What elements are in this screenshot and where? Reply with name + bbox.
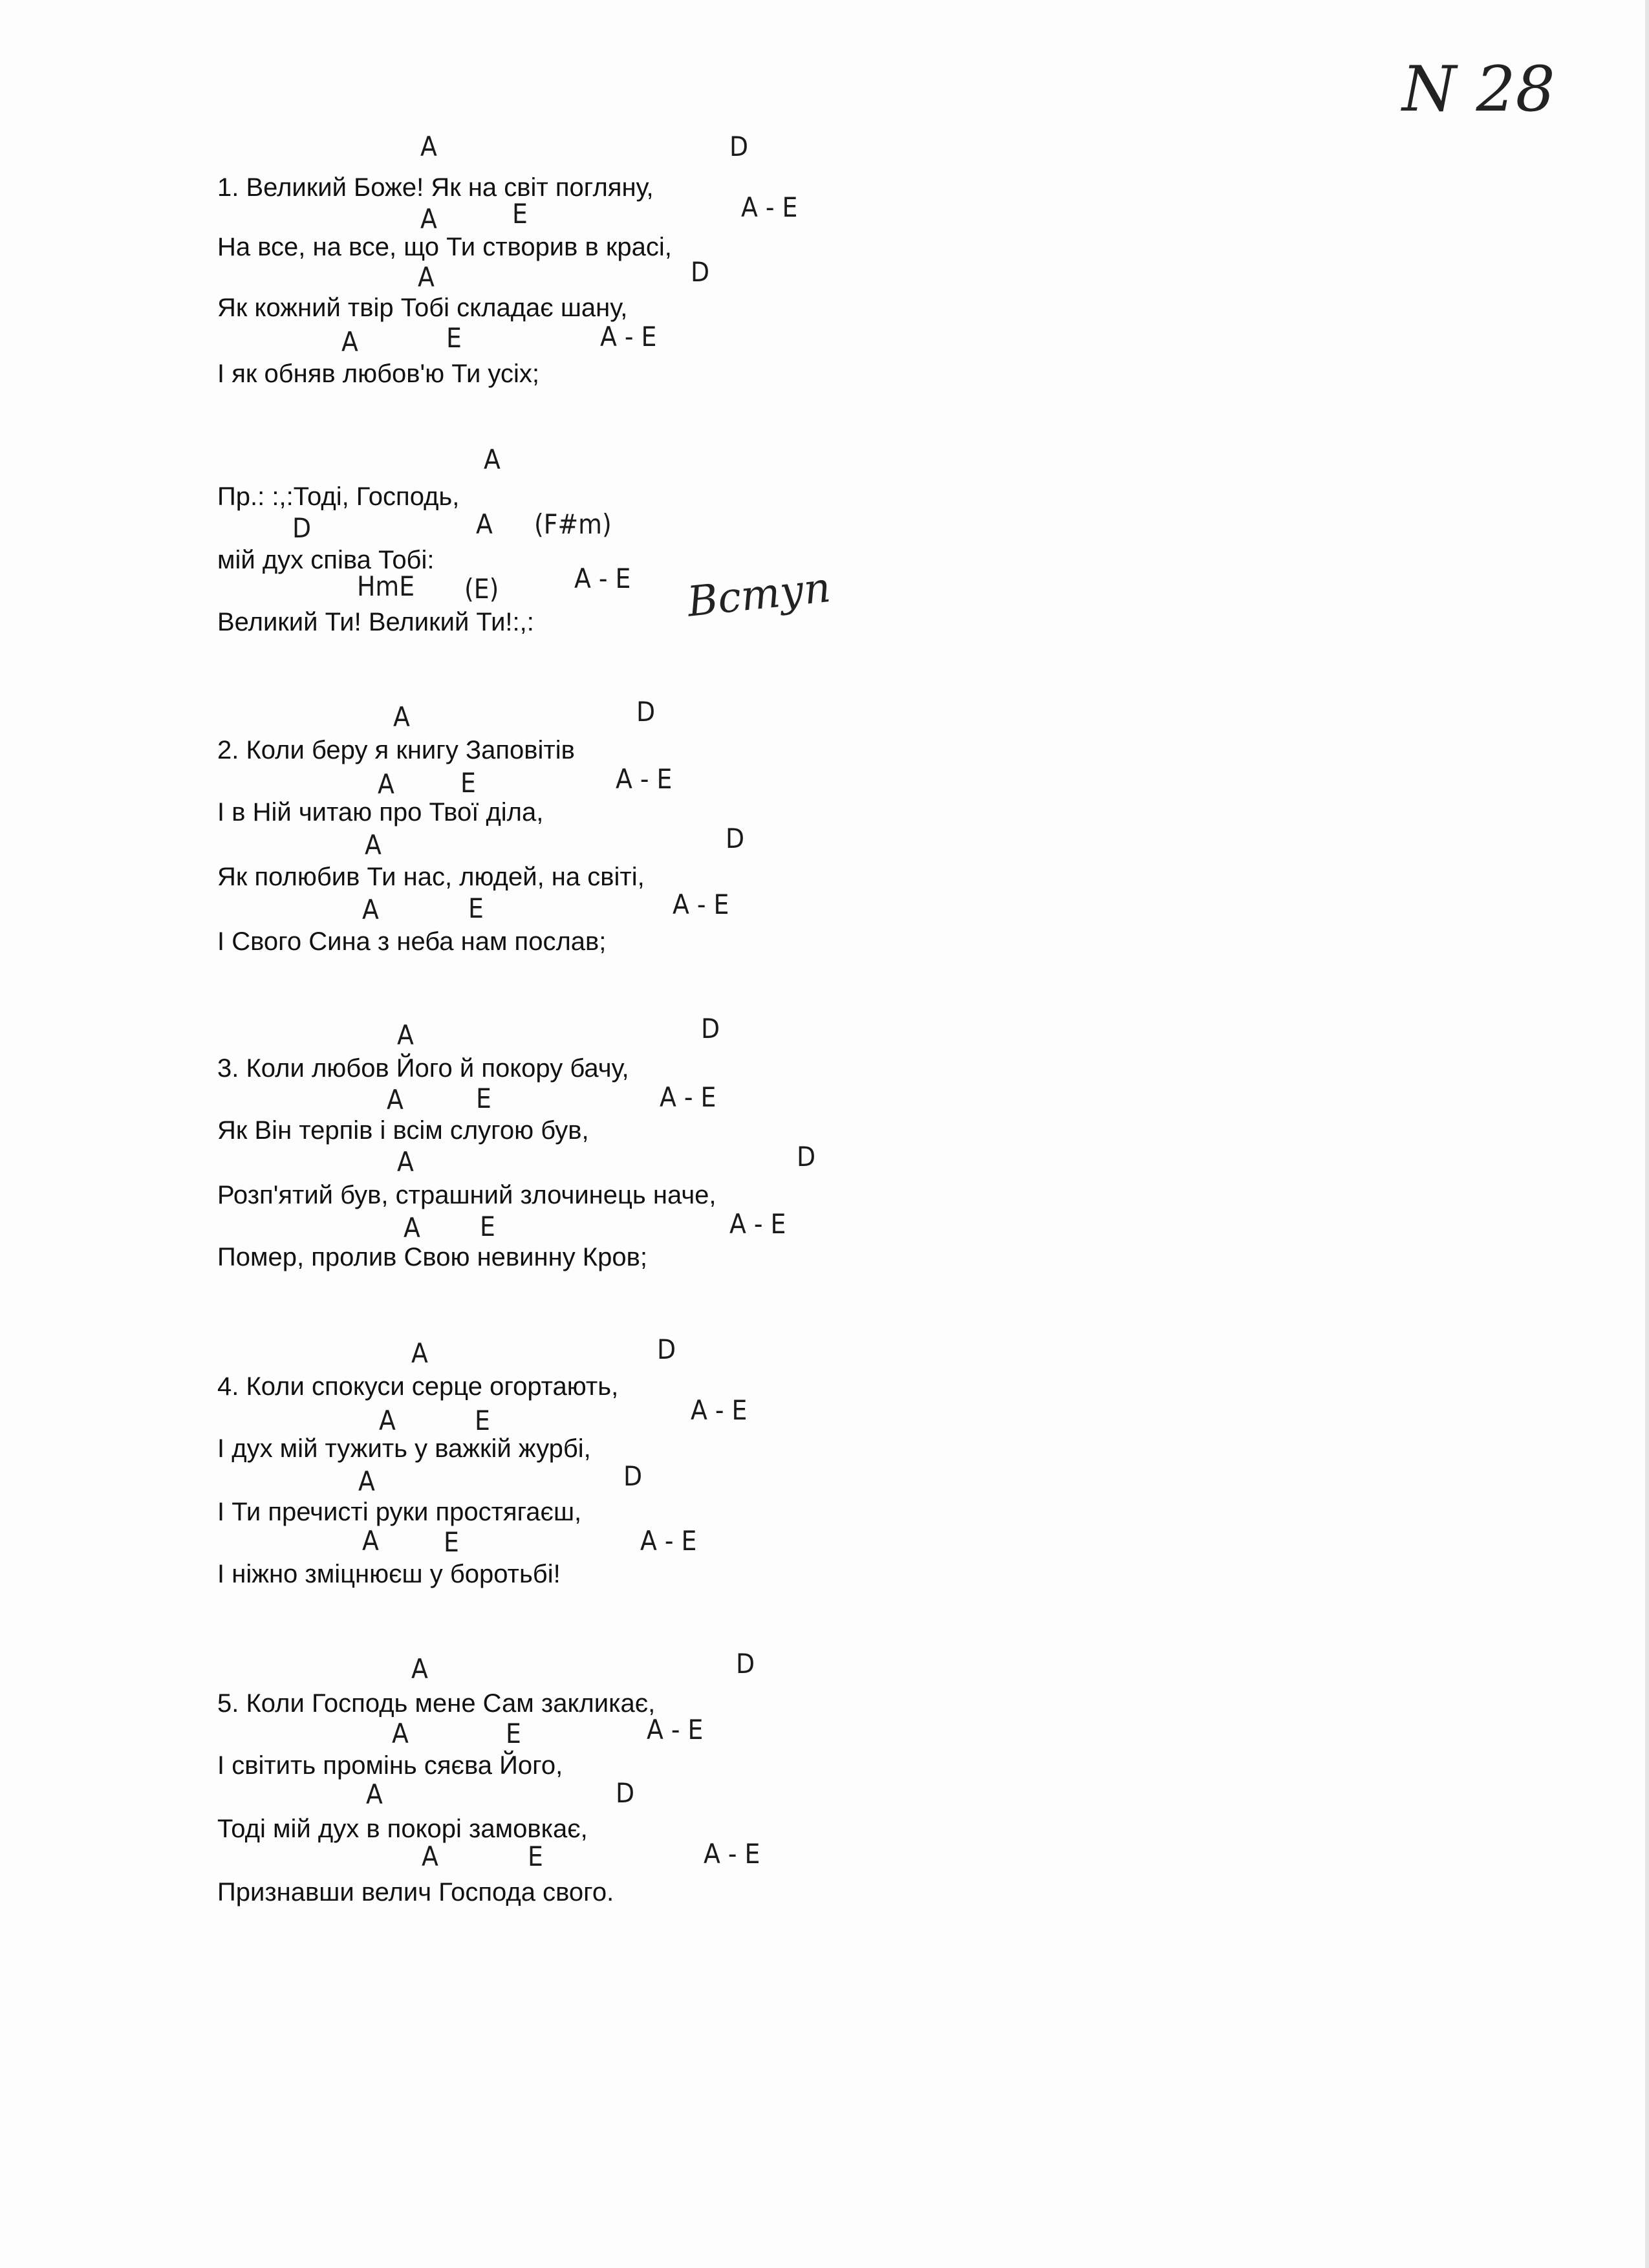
chord: E xyxy=(506,1718,521,1749)
chord: E xyxy=(444,1526,459,1558)
chord: A - E xyxy=(640,1525,697,1557)
chord: (F#m) xyxy=(534,508,612,540)
chord: E xyxy=(528,1841,543,1872)
chord: A xyxy=(362,894,379,925)
chord: E xyxy=(512,198,528,230)
chord: A xyxy=(411,1337,428,1369)
chord: A - E xyxy=(647,1714,704,1745)
chord: E xyxy=(476,1083,491,1114)
chord: A - E xyxy=(741,191,798,223)
chord: A xyxy=(404,1212,420,1244)
chord: A xyxy=(476,508,493,540)
chord: A xyxy=(387,1084,404,1116)
lyric-line: Тоді мій дух в покорі замовкає, xyxy=(217,1815,588,1843)
chord: E xyxy=(475,1405,490,1436)
lyric-line: І Ти пречисті руки простягаєш, xyxy=(217,1498,582,1526)
chord: A - E xyxy=(729,1208,786,1240)
chord: E xyxy=(460,767,476,799)
chord: A - E xyxy=(704,1838,760,1870)
page-edge xyxy=(1645,0,1649,2268)
lyric-line: Як полюбив Ти нас, людей, на світі, xyxy=(217,863,645,891)
chord: A - E xyxy=(616,763,673,795)
chord: E xyxy=(480,1211,495,1242)
lyric-line: І дух мій тужить у важкій журбі, xyxy=(217,1434,591,1463)
chord: A - E xyxy=(600,321,657,352)
lyric-line: Великий Ти! Великий Ти!:,: xyxy=(217,608,534,636)
lyric-line: 2. Коли беру я книгу Заповітів xyxy=(217,736,575,764)
chord: D xyxy=(616,1777,635,1809)
chord: D xyxy=(797,1141,816,1172)
intro-note: Вступ xyxy=(685,563,833,627)
chord: D xyxy=(657,1334,676,1365)
lyric-line: На все, на все, що Ти створив в красі, xyxy=(217,233,672,261)
chord: E xyxy=(468,892,484,924)
lyric-line: 3. Коли любов Його й покору бачу, xyxy=(217,1054,629,1083)
chord: A xyxy=(362,1525,379,1557)
chord: D xyxy=(736,1648,755,1679)
chord: A xyxy=(365,829,382,861)
chord: A xyxy=(392,1718,409,1749)
chord: D xyxy=(623,1460,643,1492)
chord: A xyxy=(341,326,358,358)
chord: A xyxy=(484,444,501,475)
chord: D xyxy=(726,823,745,854)
chord: A - E xyxy=(660,1081,717,1113)
lyric-line: Розп'ятий був, страшний злочинець наче, xyxy=(217,1181,717,1209)
page-number: N 28 xyxy=(1402,53,1555,125)
lyric-line: Як Він терпів і всім слугою був, xyxy=(217,1116,589,1145)
chord: A xyxy=(397,1019,414,1051)
chord: A xyxy=(393,701,410,733)
chord: A xyxy=(379,1405,396,1436)
chord: A xyxy=(411,1653,428,1685)
chord: A xyxy=(366,1778,383,1810)
lyric-line: І ніжно зміцнюєш у боротьбі! xyxy=(217,1560,561,1588)
chord: HmE xyxy=(357,570,415,602)
lyric-line: 5. Коли Господь мене Сам закликає, xyxy=(217,1689,656,1718)
chord: D xyxy=(691,256,710,288)
lyric-line: І як обняв любов'ю Ти усіх; xyxy=(217,360,539,388)
lyric-line: 4. Коли спокуси серце огортають, xyxy=(217,1372,619,1401)
lyric-line: І в Ній читаю про Твої діла, xyxy=(217,798,544,826)
chord: A xyxy=(420,131,437,162)
lyric-line: І світить промінь сяєва Його, xyxy=(217,1751,563,1780)
chord: D xyxy=(636,696,656,728)
chord: A xyxy=(397,1146,414,1178)
lyric-line: мій дух співа Тобі: xyxy=(217,546,435,574)
lyric-line: І Свого Сина з неба нам послав; xyxy=(217,927,607,956)
lyric-line: Признавши велич Господа свого. xyxy=(217,1878,614,1906)
chord: A xyxy=(422,1841,438,1872)
chord: A xyxy=(358,1465,375,1497)
chord: D xyxy=(701,1013,720,1044)
chord: A xyxy=(418,261,435,293)
chord: A - E xyxy=(691,1394,748,1426)
chord: E xyxy=(446,322,462,354)
chord: A xyxy=(378,768,394,800)
chord: D xyxy=(292,512,312,544)
chord: (E) xyxy=(464,573,499,605)
chord: D xyxy=(729,131,749,162)
chord: A - E xyxy=(574,563,631,594)
chord: A xyxy=(420,203,437,235)
lyric-line: Як кожний твір Тобі складає шану, xyxy=(217,294,628,322)
lyric-line: 1. Великий Боже! Як на світ погляну, xyxy=(217,173,654,202)
chord: A - E xyxy=(673,889,729,920)
lyric-line: Пр.: :,:Тоді, Господь, xyxy=(217,482,460,511)
lyric-line: Помер, пролив Свою невинну Кров; xyxy=(217,1243,647,1271)
